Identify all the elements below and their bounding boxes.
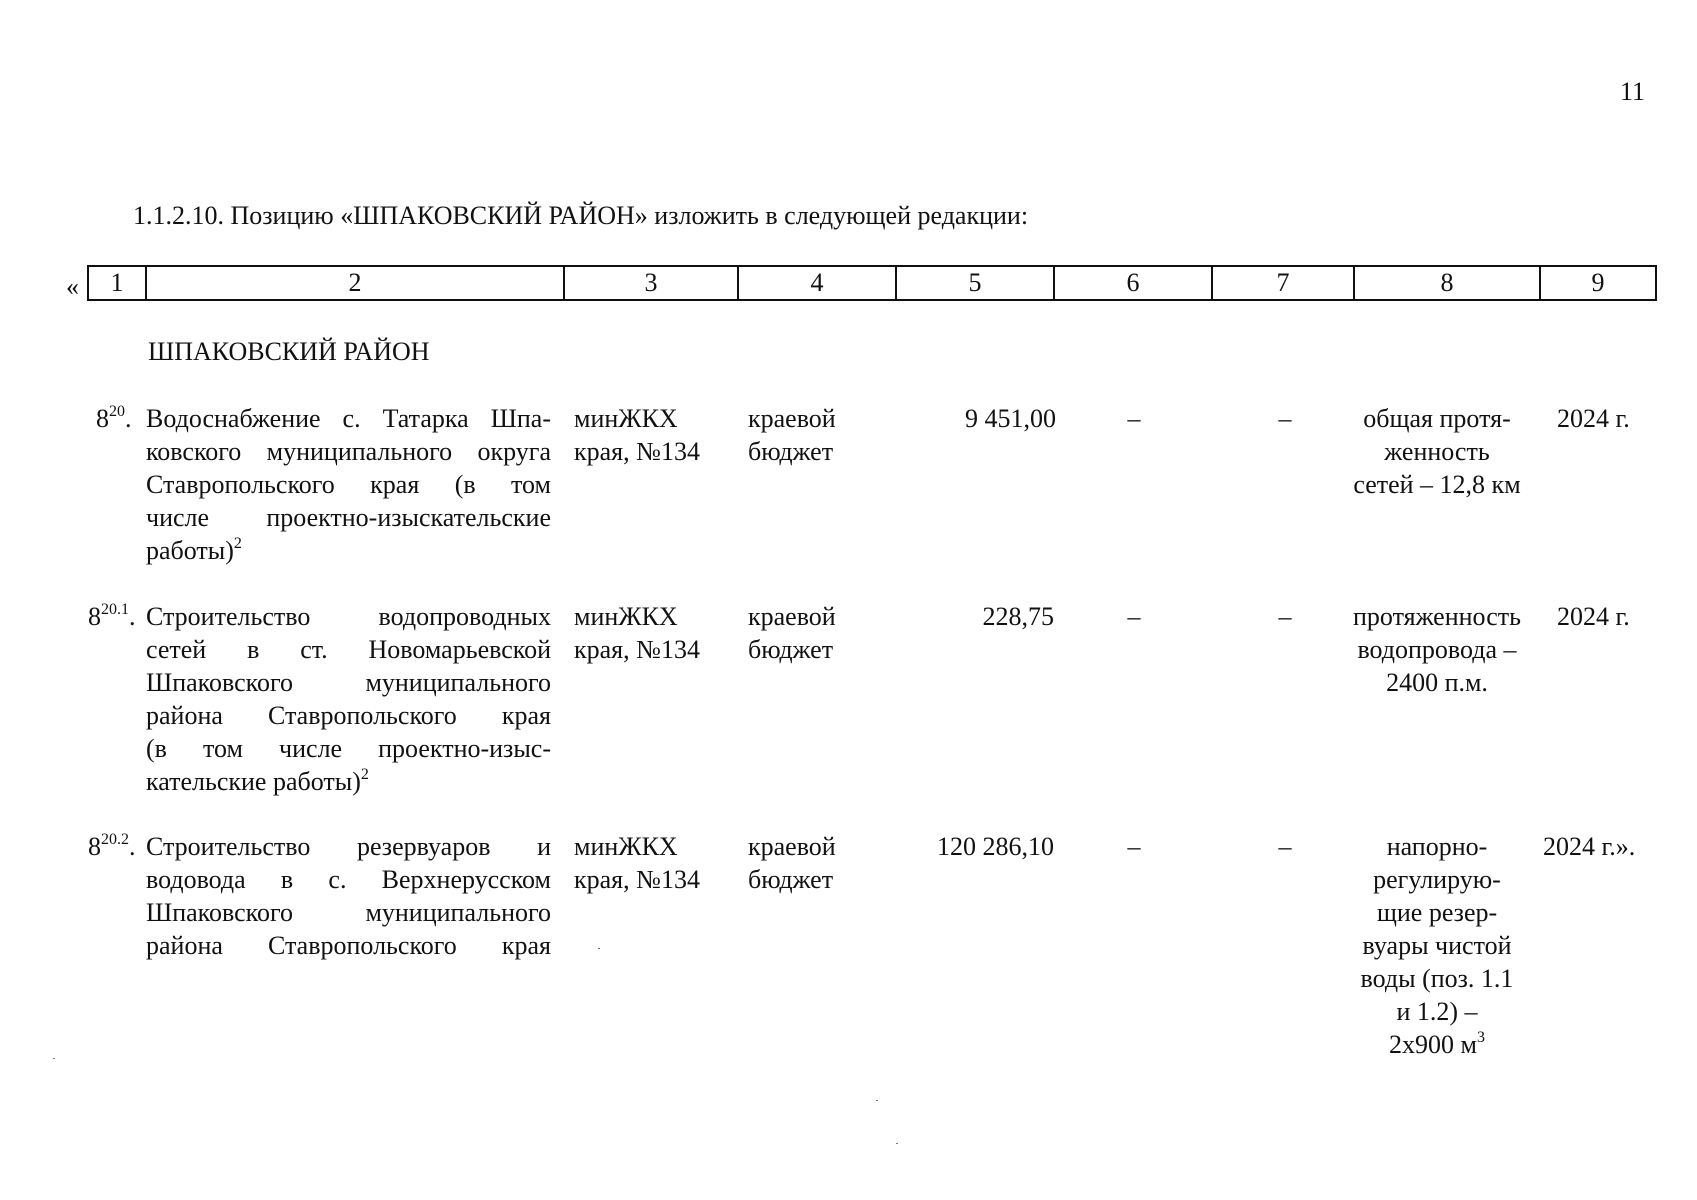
row-customer: минЖКХ края, №134 bbox=[574, 602, 700, 664]
row-col6-dash: – bbox=[1127, 404, 1141, 433]
column-number-cell: 7 bbox=[1212, 266, 1354, 300]
row-col6-dash: – bbox=[1127, 602, 1141, 631]
row-capacity: общая протя- женность сетей – 12,8 км bbox=[1353, 404, 1521, 499]
column-number-cell: 9 bbox=[1540, 266, 1656, 300]
amendment-heading: 1.1.2.10. Позицию «ШПАКОВСКИЙ РАЙОН» изложить в следующей редакции: bbox=[133, 201, 1029, 230]
column-number-cell: 2 bbox=[146, 266, 564, 300]
row-col7-dash: – bbox=[1278, 832, 1292, 861]
row-position-number: $8^{20.2}$. bbox=[88, 831, 136, 861]
column-number-cell: 1 bbox=[88, 266, 146, 300]
page-number: 11 bbox=[1620, 77, 1646, 106]
row-capacity: протяженность водопровода – 2400 п.м. bbox=[1353, 602, 1521, 697]
row-col7-dash: – bbox=[1278, 602, 1292, 631]
row-description: Строительство резервуаров и водовода в с. Верхнерусском Шпаковского муниципального района Ставропольского края bbox=[146, 832, 551, 960]
row-description: Водоснабжение с. Татарка Шпа- ковского муниципального округа Ставропольского края (в том числе проектно-изыскательские работы)$^2$ bbox=[146, 404, 551, 565]
column-number-cell: 5 bbox=[896, 266, 1054, 300]
row-position-number: $8^{20}$. bbox=[96, 403, 132, 433]
row-amount: 228,75 bbox=[982, 602, 1054, 631]
row-funding-source: краевой бюджет bbox=[748, 832, 836, 894]
row-customer: минЖКХ края, №134 bbox=[574, 832, 700, 894]
row-year: 2024 г. bbox=[1557, 404, 1630, 433]
row-col6-dash: – bbox=[1127, 832, 1141, 861]
row-year: 2024 г.». bbox=[1543, 832, 1636, 861]
column-number-cell: 6 bbox=[1054, 266, 1212, 300]
scan-speck bbox=[53, 1058, 55, 1059]
scan-speck bbox=[896, 1143, 898, 1144]
row-amount: 9 451,00 bbox=[965, 404, 1056, 433]
scan-speck bbox=[876, 1100, 878, 1101]
row-capacity: напорно- регулирую- щие резер- вуары чистой воды (поз. 1.1 и 1.2) – 2х900 $м^3$ bbox=[1360, 832, 1514, 1059]
row-funding-source: краевой бюджет bbox=[748, 602, 836, 664]
column-number-cell: 4 bbox=[738, 266, 896, 300]
row-amount: 120 286,10 bbox=[937, 832, 1054, 861]
row-position-number: $8^{20.1}$. bbox=[88, 601, 136, 631]
row-funding-source: краевой бюджет bbox=[748, 404, 836, 466]
district-title: ШПАКОВСКИЙ РАЙОН bbox=[148, 337, 430, 366]
scan-speck bbox=[598, 948, 600, 949]
column-number-cell: 3 bbox=[564, 266, 738, 300]
opening-quote: « bbox=[66, 272, 79, 301]
column-number-header bbox=[87, 265, 1657, 301]
row-col7-dash: – bbox=[1278, 404, 1292, 433]
row-description: Строительство водопроводных сетей в ст. Новомарьевской Шпаковского муниципального района Ставропольского края (в том числе проектно-изыс- кательские работы)$^2$ bbox=[146, 602, 551, 796]
column-number-cell: 8 bbox=[1354, 266, 1540, 300]
row-customer: минЖКХ края, №134 bbox=[574, 404, 700, 466]
row-year: 2024 г. bbox=[1557, 602, 1630, 631]
